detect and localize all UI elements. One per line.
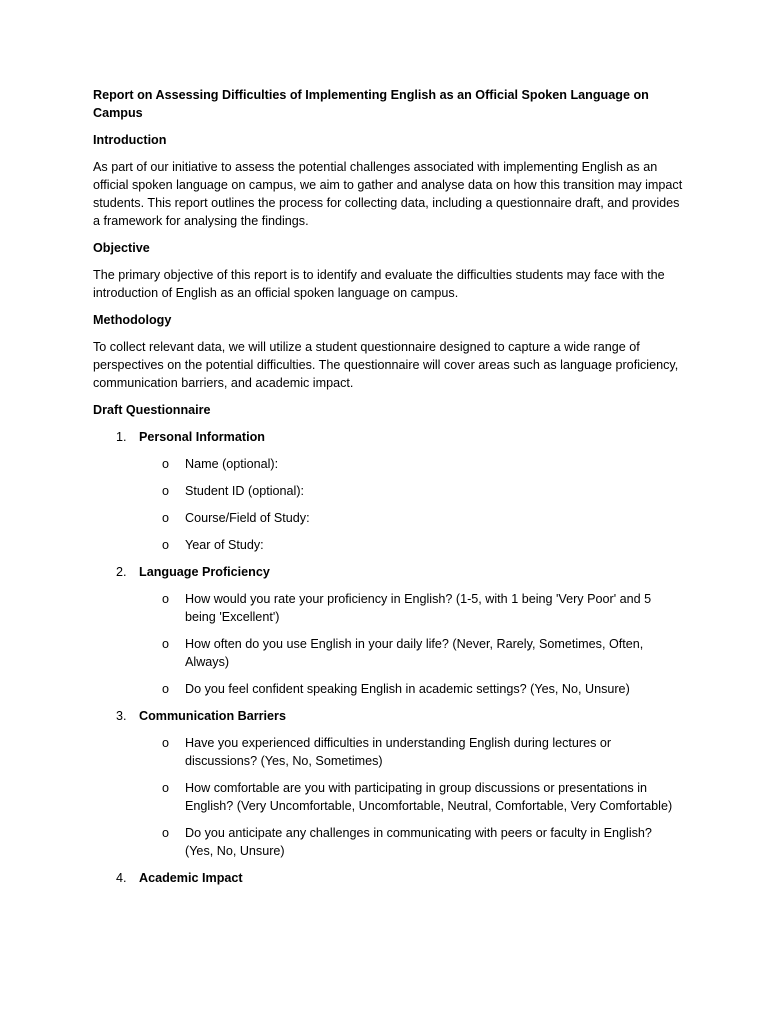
question-section-title: Academic Impact [139, 871, 243, 885]
methodology-heading: Methodology [93, 313, 172, 327]
bullet-marker: o [162, 826, 170, 840]
question-item [139, 680, 683, 698]
bullet-marker: o [162, 682, 170, 696]
question-section-number: 3. [116, 709, 127, 723]
question-item [139, 509, 683, 527]
question-section [93, 869, 683, 887]
question-text: How comfortable are you with participating in group discussions or presentations in English? (Very Uncomfortable, Uncomfortable, Neutral, Comfortable, Very Comfortable) [185, 781, 673, 813]
question-text: Name (optional): [185, 457, 279, 471]
question-section [93, 707, 683, 860]
question-list [139, 590, 683, 698]
question-item [139, 482, 683, 500]
questionnaire-list [93, 428, 683, 887]
bullet-marker: o [162, 538, 170, 552]
bullet-marker: o [162, 457, 170, 471]
objective-heading: Objective [93, 241, 150, 255]
question-section [93, 428, 683, 554]
question-text: Have you experienced difficulties in understanding English during lectures or discussions? (Yes, No, Sometimes) [185, 736, 612, 768]
question-item [139, 635, 683, 671]
question-item [139, 455, 683, 473]
question-list [139, 734, 683, 860]
question-section-number: 1. [116, 430, 127, 444]
questionnaire-heading: Draft Questionnaire [93, 403, 211, 417]
question-section-number: 4. [116, 871, 127, 885]
question-text: How would you rate your proficiency in English? (1-5, with 1 being 'Very Poor' and 5 being 'Excellent') [185, 592, 652, 624]
question-list [139, 455, 683, 554]
question-item [139, 734, 683, 770]
question-text: Year of Study: [185, 538, 264, 552]
question-item [139, 536, 683, 554]
introduction-text: As part of our initiative to assess the potential challenges associated with implementing English as an official spoken language on campus, we aim to gather and analyse data on how this transition may impact students. This report outlines the process for collecting data, including a questionnaire draft, and provides a framework for analysing the findings. [93, 160, 683, 228]
bullet-marker: o [162, 781, 170, 795]
question-section-number: 2. [116, 565, 127, 579]
bullet-marker: o [162, 637, 170, 651]
question-item [139, 779, 683, 815]
bullet-marker: o [162, 484, 170, 498]
question-section-title: Personal Information [139, 430, 265, 444]
introduction-heading: Introduction [93, 133, 167, 147]
question-section-title: Communication Barriers [139, 709, 286, 723]
question-text: Student ID (optional): [185, 484, 305, 498]
question-text: How often do you use English in your daily life? (Never, Rarely, Sometimes, Often, Always) [185, 637, 644, 669]
question-text: Course/Field of Study: [185, 511, 310, 525]
question-section-title: Language Proficiency [139, 565, 270, 579]
document-body [93, 86, 683, 896]
question-item [139, 590, 683, 626]
question-item [139, 824, 683, 860]
bullet-marker: o [162, 592, 170, 606]
objective-text: The primary objective of this report is to identify and evaluate the difficulties students may face with the introduction of English as an official spoken language on campus. [93, 268, 665, 300]
report-title: Report on Assessing Difficulties of Implementing English as an Official Spoken Language on Campus [93, 88, 649, 120]
bullet-marker: o [162, 736, 170, 750]
question-text: Do you anticipate any challenges in communicating with peers or faculty in English? (Yes, No, Unsure) [185, 826, 652, 858]
methodology-text: To collect relevant data, we will utilize a student questionnaire designed to capture a wide range of perspectives on the potential difficulties. The questionnaire will cover areas such as language proficiency, communication barriers, and academic impact. [93, 340, 679, 390]
bullet-marker: o [162, 511, 170, 525]
question-text: Do you feel confident speaking English in academic settings? (Yes, No, Unsure) [185, 682, 630, 696]
question-section [93, 563, 683, 698]
